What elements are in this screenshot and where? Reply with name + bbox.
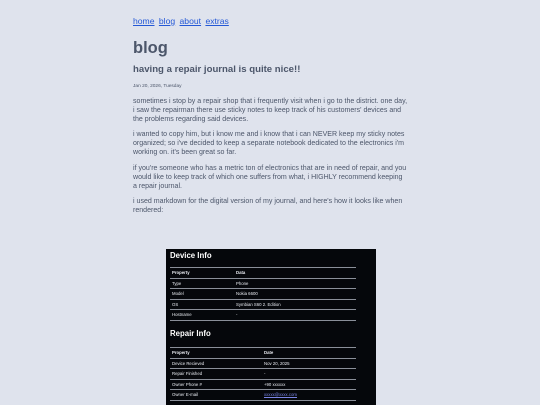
table-row xyxy=(170,299,356,310)
table-row xyxy=(170,278,356,289)
nav-link-blog[interactable]: blog xyxy=(158,16,176,26)
nav-link-about[interactable]: about xyxy=(179,16,202,26)
nav-link-extras[interactable]: extras xyxy=(205,16,229,26)
repair-info-heading: Repair Info xyxy=(170,329,211,338)
column-header: Property xyxy=(170,268,234,279)
post-date: Jan 20, 2026, Tuesday xyxy=(133,84,182,89)
table-cell: Repair Finished xyxy=(170,369,262,380)
column-header: Data xyxy=(234,268,356,279)
column-header: Date xyxy=(262,348,356,359)
device-info-table xyxy=(170,267,356,321)
table-cell: OS xyxy=(170,299,234,310)
blog-title: blog xyxy=(133,39,168,57)
table-cell: - xyxy=(234,310,356,321)
table-cell: Symbian S60 2. Edition xyxy=(234,299,356,310)
post-paragraph: i used markdown for the digital version of my journal, and here's how it looks like when rendered: xyxy=(133,197,403,214)
post-paragraph: i wanted to copy him, but i know me and i know that i can NEVER keep my sticky notes organized; so i've decided to keep a separate notebook dedicated to the electronics i'm working on. it's been great so far. xyxy=(133,131,405,157)
table-cell: Owner E-mail xyxy=(170,390,262,401)
post-title: having a repair journal is quite nice!! xyxy=(133,64,301,75)
table-cell: Nokia 6600 xyxy=(234,289,356,300)
table-row xyxy=(170,390,356,401)
column-header: Property xyxy=(170,348,262,359)
table-row xyxy=(170,358,356,369)
table-header-row xyxy=(170,268,356,279)
table-row xyxy=(170,289,356,300)
email-link[interactable]: xxxxx@xxxx.com xyxy=(262,390,356,401)
journal-screenshot xyxy=(166,249,376,405)
repair-info-table xyxy=(170,347,356,401)
table-cell: Phone xyxy=(234,278,356,289)
table-cell: Nov 20, 2025 xyxy=(262,358,356,369)
table-row xyxy=(170,379,356,390)
table-cell: Model xyxy=(170,289,234,300)
table-cell: Hostname xyxy=(170,310,234,321)
post-paragraph: if you're someone who has a metric ton of electronics that are in need of repair, and you would like to keep track of which one suffers from what, i HIGHLY recommend keeping a repair journal. xyxy=(133,164,407,190)
post-paragraph: sometimes i stop by a repair shop that i frequently visit when i go to the district. one day, i saw the repairman there use sticky notes to keep track of his customers' devices and the problems regarding said devices. xyxy=(133,98,408,124)
table-row xyxy=(170,369,356,380)
device-info-heading: Device Info xyxy=(170,251,212,260)
table-row xyxy=(170,310,356,321)
table-cell: +90 xxxxxx xyxy=(262,379,356,390)
table-cell: Type xyxy=(170,278,234,289)
table-cell: - xyxy=(262,369,356,380)
table-cell: Owner Phone # xyxy=(170,379,262,390)
content-column xyxy=(133,16,408,215)
top-nav xyxy=(133,16,408,27)
table-cell: Device Recieved xyxy=(170,358,262,369)
table-header-row xyxy=(170,348,356,359)
nav-link-home[interactable]: home xyxy=(133,16,155,26)
